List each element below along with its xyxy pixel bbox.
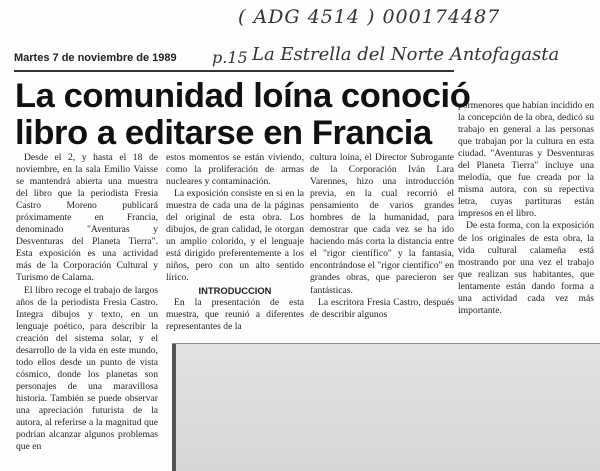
article-column-1 [16, 152, 158, 471]
paragraph: cultura loína, el Director Subrogante de la Corporación Iván Lara Varennes, hizo una introducción previa, en la cual recorrió el pensamiento de varios grandes hombres de la humanidad, para demostrar que cada vez se ha ido haciendo más corta la distancia entre el "rigor científico" y la fantasía, encontrándose el "rigor científico" en grandes obras, que parecieron ser fantásticas. [310, 152, 454, 296]
paragraph: pormenores que habían incidido en la concepción de la obra, dedicó su trabajo en general a las personas que trabajan por la cultura en esta ciudad. "Aventuras y Desventuras del Planeta Tierra" incluye una melodía, que fue creada por la misma autora, con su repectiva letra, cuyas partituras están impresos en el libro. [458, 100, 594, 220]
paragraph: Desde el 2, y hasta el 18 de noviembre, en la sala Emilio Vaisse se mantendrá abierta una muestra del libro que la periodista Fresia Castro Moreno publicará próximamente en Francia, denominado "Aventuras y Desventuras del Planeta Tierra". Esta exposición es una actividad más de la Corporación Cultural y Turismo de Calama. [16, 152, 158, 284]
headline-line-1: La comunidad loína conoció [15, 77, 471, 115]
photo-placeholder [172, 343, 600, 471]
paragraph: La escritora Fresia Castro, después de describir algunos [310, 296, 454, 320]
headline-line-2: libro a editarse en Francia [15, 114, 432, 152]
article-column-3 [310, 152, 454, 338]
section-subhead: INTRODUCCION [198, 284, 272, 296]
headline [15, 77, 471, 152]
dateline-rule [14, 70, 454, 72]
handwritten-source: La Estrella del Norte Antofagasta [252, 44, 560, 65]
paragraph: El libro recoge el trabajo de largos años de la periodista Fresia Castro. Integra dibujos y texto, en un lenguaje poético, para describir la creación del sistema solar, y el desarrollo de la vida en este mundo, todo ellos desde un punto de vista cósmico, donde los planetas son personajes de una maravillosa historia. También se puede observar una apreciación futurista de la autora, al referirse a la magnitud que podrían alcanzar algunos problemas que en [16, 284, 158, 453]
paragraph: De esta forma, con la exposición de los originales de esta obra, la vida cultural calameña está mostrando por una vez el trabajo que realizan sus habitantes, que lentamente están dando forma a una actividad cada vez más importante. [458, 220, 594, 316]
paragraph: La exposición consiste en si en la muestra de cada una de la páginas del original de esta obra. Los dibujos, de gran calidad, le otorgan un amplio colorido, y el lenguaje está dirigido preferentemente a los niños, pero con un alto sentido lírico. [166, 188, 304, 284]
paragraph: estos momentos se están viviendo, como la proliferación de armas nucleares y contaminación. [166, 152, 304, 188]
article-column-2 [166, 152, 304, 338]
photo-edge [172, 344, 176, 471]
dateline: Martes 7 de noviembre de 1989 [14, 52, 177, 64]
article-column-4 [458, 100, 594, 338]
handwritten-reference: ( ADG 4514 ) 000174487 [238, 6, 501, 28]
handwritten-page-number: p.15 [212, 48, 248, 67]
paragraph: En la presentación de esta muestra, que reunió a diferentes representantes de la [166, 296, 304, 332]
